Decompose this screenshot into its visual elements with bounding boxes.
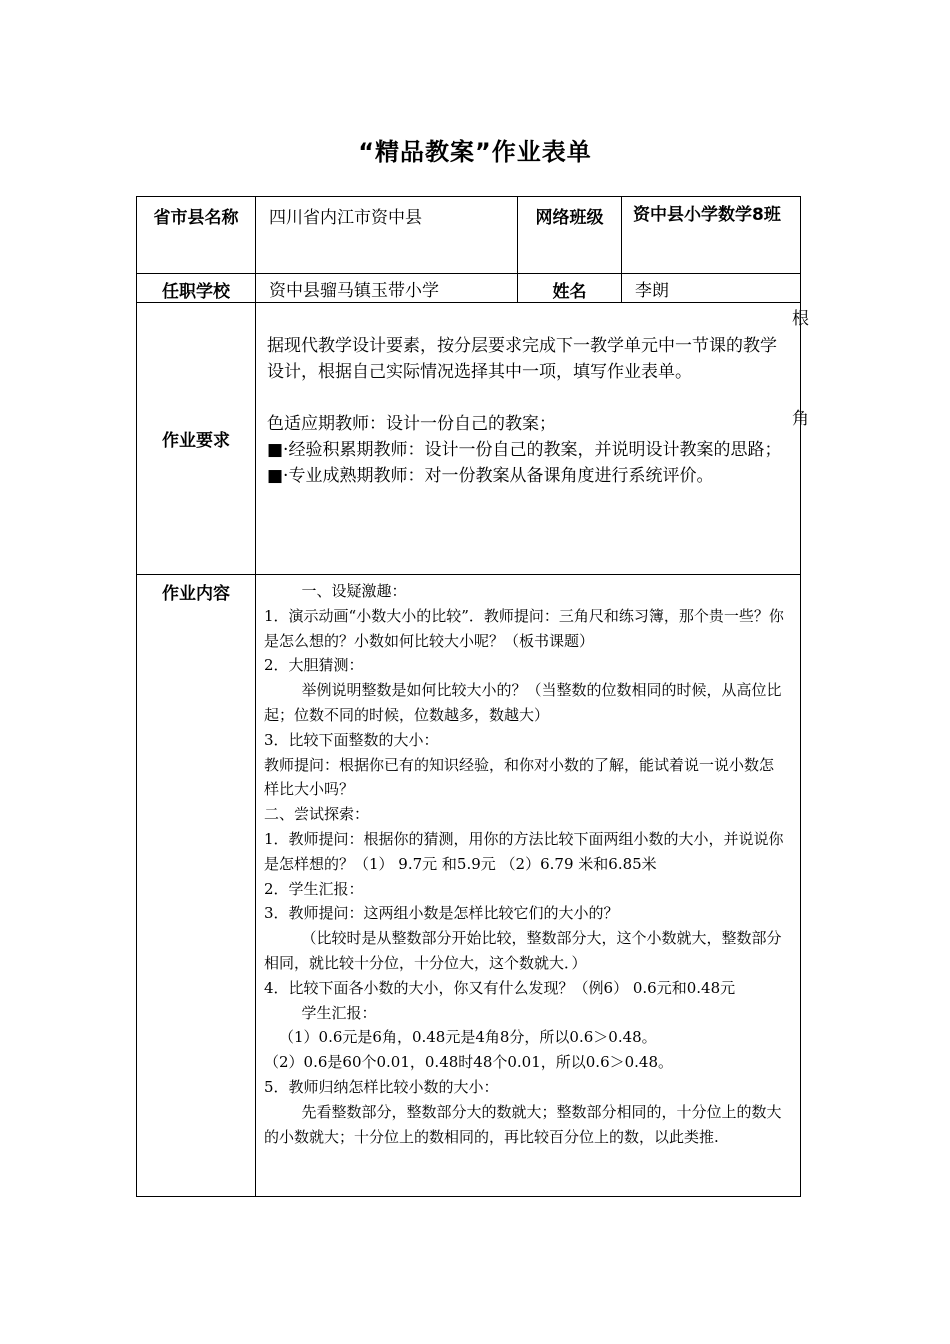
content-line: 1．教师提问：根据你的猜测，用你的方法比较下面两组小数的大小，并说说你是怎样想的？（1） 9.7元 和5.9元 （2）6.79 米和6.85米: [264, 829, 784, 873]
value-school: 资中县骝马镇玉带小学: [256, 274, 518, 303]
content-line: 一、设疑激趣：: [301, 582, 407, 600]
content-line: （比较时是从整数部分开始比较，整数部分大，这个小数就大，整数部分相同，就比较十分位，十分位大，这个数就大．）: [264, 929, 782, 972]
content-cell: [256, 575, 801, 1197]
label-content: 作业内容: [137, 575, 256, 1197]
content-line: 先看整数部分，整数部分大的数就大；整数部分相同的，十分位上的数大的小数就大；十分位上的数相同的，再比较百分位上的数，以此类推.: [264, 1102, 782, 1146]
table-row: [137, 303, 801, 575]
content-line: 2．学生汇报：: [264, 879, 364, 898]
margin-char: 根: [792, 309, 809, 329]
page-title: “精品教案”作业表单: [358, 138, 592, 166]
table-row: [137, 197, 801, 274]
table-row: [137, 274, 801, 303]
value-region: 四川省内江市资中县: [256, 197, 518, 274]
content-line: 4．比较下面各小数的大小，你又有什么发现？（例6） 0.6元和0.48元: [264, 978, 736, 997]
label-region: 省市县名称: [137, 197, 256, 274]
requirements-intro: 据现代教学设计要素，按分层要求完成下一教学单元中一节课的教学设计，根据自己实际情况选择其中一项，填写作业表单。: [267, 336, 777, 382]
content-line: 教师提问：根据你已有的知识经验，和你对小数的了解，能试着说一说小数怎样比大小吗？: [264, 755, 775, 799]
content-line: 1．演示动画“小数大小的比较”．教师提问：三角尺和练习簿，那个贵一些？你是怎么想的？小数如何比较大小呢？（板书课题）: [264, 606, 784, 650]
content-line: 学生汇报：: [301, 1003, 377, 1022]
content-line: 3．教师提问：这两组小数是怎样比较它们的大小的？: [264, 904, 619, 923]
content-line: 5．教师归纳怎样比较小数的大小：: [264, 1077, 499, 1096]
content-line: （1）0.6元是6角，0.48元是4角8分，所以0.6＞0.48。: [279, 1028, 657, 1047]
label-requirements: 作业要求: [137, 303, 256, 575]
content-line: 3．比较下面整数的大小：: [264, 730, 439, 749]
margin-char: 角: [792, 409, 809, 429]
requirement-item: ■·专业成熟期教师：对一份教案从备课角度进行系统评价。: [267, 466, 714, 486]
label-school: 任职学校: [137, 274, 256, 303]
content-line: 二、尝试探索：: [264, 805, 370, 824]
label-name: 姓名: [518, 274, 622, 303]
table-row: [137, 575, 801, 1197]
label-class: 网络班级: [518, 197, 622, 274]
requirements-cell: [256, 303, 801, 575]
value-name: 李朗: [622, 274, 801, 303]
requirement-item: ■·经验积累期教师：设计一份自己的教案，并说明设计教案的思路；: [267, 440, 782, 460]
content-line: （2）0.6是60个0.01，0.48时48个0.01，所以0.6＞0.48。: [264, 1053, 674, 1072]
content-line: 举例说明整数是如何比较大小的？（当整数的位数相同的时候，从高位比起；位数不同的时候，位数越多，数越大）: [264, 681, 782, 724]
requirement-item: 色适应期教师：设计一份自己的教案；: [267, 414, 556, 434]
homework-form-table: [136, 196, 801, 1197]
content-line: 2．大胆猜测：: [264, 656, 364, 675]
value-class: 资中县小学数学8班: [622, 197, 801, 274]
